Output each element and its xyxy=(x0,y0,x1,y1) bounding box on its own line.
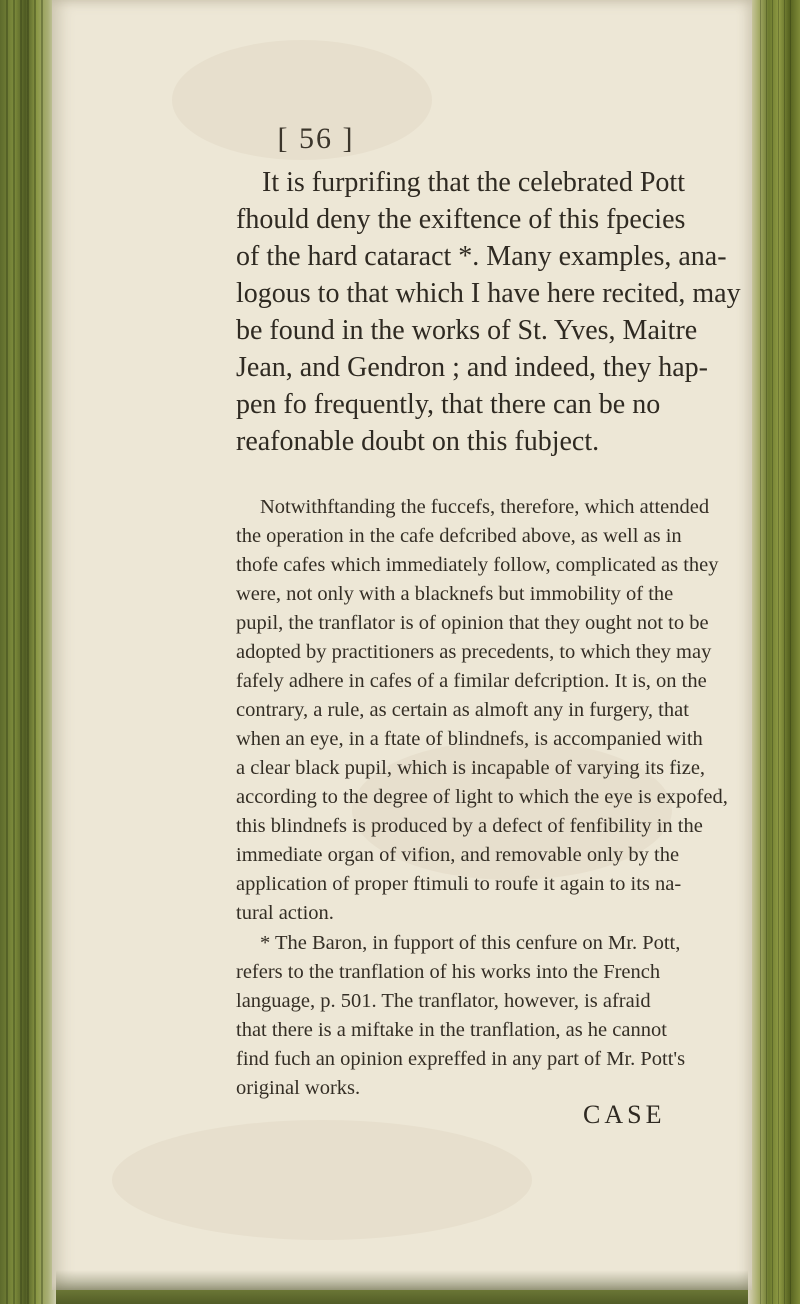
text-line: when an eye, in a ftate of blindnefs, is accompanied with xyxy=(236,728,703,750)
text-line: find fuch an opinion expreffed in any part of Mr. Pott's xyxy=(236,1048,686,1070)
text-line: tural action. xyxy=(236,902,334,924)
text-line: Notwithftanding the fuccefs, therefore, which attended xyxy=(260,496,710,518)
text-line: the operation in the cafe defcribed above, as well as in xyxy=(236,525,682,547)
text-line: contrary, a rule, as certain as almoft any in furgery, that xyxy=(236,699,689,721)
text-line: this blindnefs is produced by a defect of fenfibility in the xyxy=(236,815,703,837)
text-line: reafonable doubt on this fubject. xyxy=(236,426,600,457)
text-line: fafely adhere in cafes of a fimilar defcription. It is, on the xyxy=(236,670,707,692)
page-bottom-shadow xyxy=(56,1270,748,1304)
gutter-texture xyxy=(6,0,46,1304)
text-line: pupil, the tranflator is of opinion that they ought not to be xyxy=(236,612,709,634)
text-line: original works. xyxy=(236,1077,361,1099)
text-line: logous to that which I have here recited, may xyxy=(236,278,741,309)
text-line: fhould deny the exiftence of this fpecies xyxy=(236,204,686,235)
text-line: be found in the works of St. Yves, Maitre xyxy=(236,315,698,346)
text-line: that there is a miftake in the tranflation, as he cannot xyxy=(236,1019,667,1041)
book-page xyxy=(52,0,752,1290)
text-line: Jean, and Gendron ; and indeed, they hap- xyxy=(236,352,708,383)
text-line: a clear black pupil, which is incapable of varying its fize, xyxy=(236,757,706,779)
page-number: [ 56 ] xyxy=(277,122,355,155)
text-line: of the hard cataract *. Many examples, ana- xyxy=(236,241,727,272)
text-line: language, p. 501. The tranflator, however, is afraid xyxy=(236,990,651,1012)
text-line: pen fo frequently, that there can be no xyxy=(236,389,661,420)
text-line: * The Baron, in fupport of this cenfure on Mr. Pott, xyxy=(260,932,681,954)
text-line: according to the degree of light to which the eye is expofed, xyxy=(236,786,728,808)
text-line: application of proper ftimuli to roufe it again to its na- xyxy=(236,873,682,895)
text-line: immediate organ of vifion, and removable only by the xyxy=(236,844,680,866)
catchword: CASE xyxy=(583,1100,666,1129)
text-line: refers to the tranflation of his works into the French xyxy=(236,961,661,983)
paper-stain xyxy=(112,1120,532,1240)
text-line: adopted by practitioners as precedents, to which they may xyxy=(236,641,712,663)
page-edges-texture xyxy=(760,0,794,1304)
text-line: were, not only with a blacknefs but immobility of the xyxy=(236,583,674,605)
text-line: thofe cafes which immediately follow, complicated as they xyxy=(236,554,719,576)
text-line: It is furprifing that the celebrated Pott xyxy=(262,167,685,198)
